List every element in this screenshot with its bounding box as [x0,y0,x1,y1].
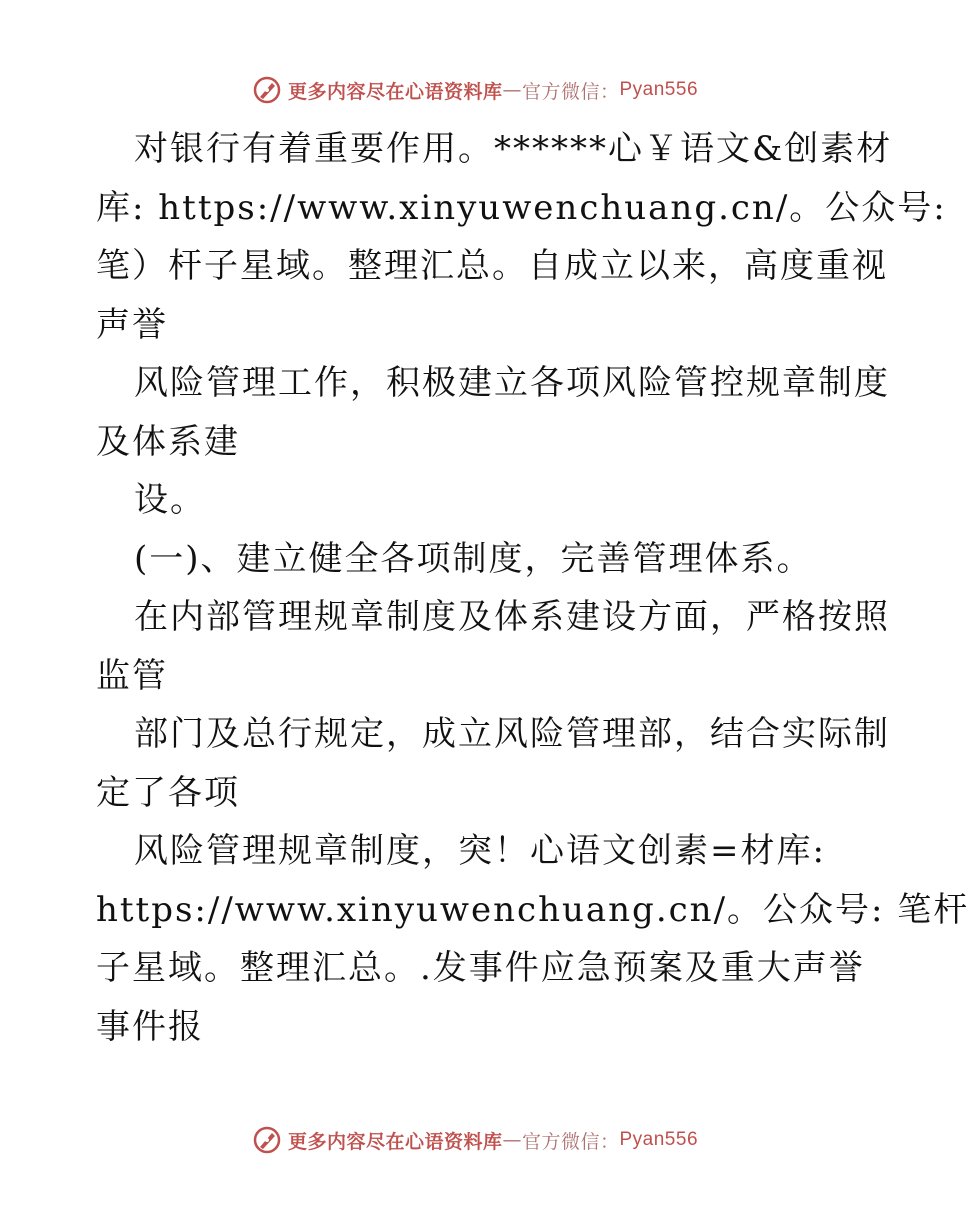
text-line: 对银行有着重要作用。******心￥语文&创素材 [134,129,893,169]
banner-main-text: 更多内容尽在心语资料库 [287,1130,503,1153]
text-line: 事件报 [96,1006,204,1047]
text-line: 部门及总行规定，成立风险管理部，结合实际制 [134,714,890,754]
pen-nib-circle-icon [252,75,282,105]
banner-wechat-id: Pyan556 [619,79,699,100]
text-line: 设。 [134,480,206,520]
document-body [96,120,969,1056]
footer-banner [0,1120,950,1160]
banner-dash: — [502,1129,522,1151]
banner-wechat-id: Pyan556 [619,1129,699,1150]
banner-main-text: 更多内容尽在心语资料库 [287,80,503,103]
text-line: 风险管理工作，积极建立各项风险管控规章制度 [134,363,890,403]
text-line: 声誉 [96,304,168,345]
text-line: 及体系建 [96,421,240,462]
text-line: 监管 [96,655,168,696]
text-line: 风险管理规章制度，突！心语文创素=材库: [134,831,826,871]
banner-wechat-label: 官方微信： [521,1130,620,1153]
text-line: (一)、建立健全各项制度，完善管理体系。 [134,538,813,579]
text-line: 库: https://www.xinyuwenchuang.cn/。公众号: [96,187,947,228]
text-line: 笔）杆子星域。整理汇总。自成立以来，高度重视 [96,246,888,286]
pen-nib-circle-icon [252,1125,282,1155]
text-line: 定了各项 [96,772,240,813]
header-banner [0,70,950,110]
text-line: https://www.xinyuwenchuang.cn/。公众号: 笔杆 [96,889,969,930]
banner-dash: — [502,79,522,101]
banner-wechat-label: 官方微信： [521,80,620,103]
text-line: 在内部管理规章制度及体系建设方面，严格按照 [134,597,890,637]
text-line: 子星域。整理汇总。.发事件应急预案及重大声誉 [96,948,865,988]
